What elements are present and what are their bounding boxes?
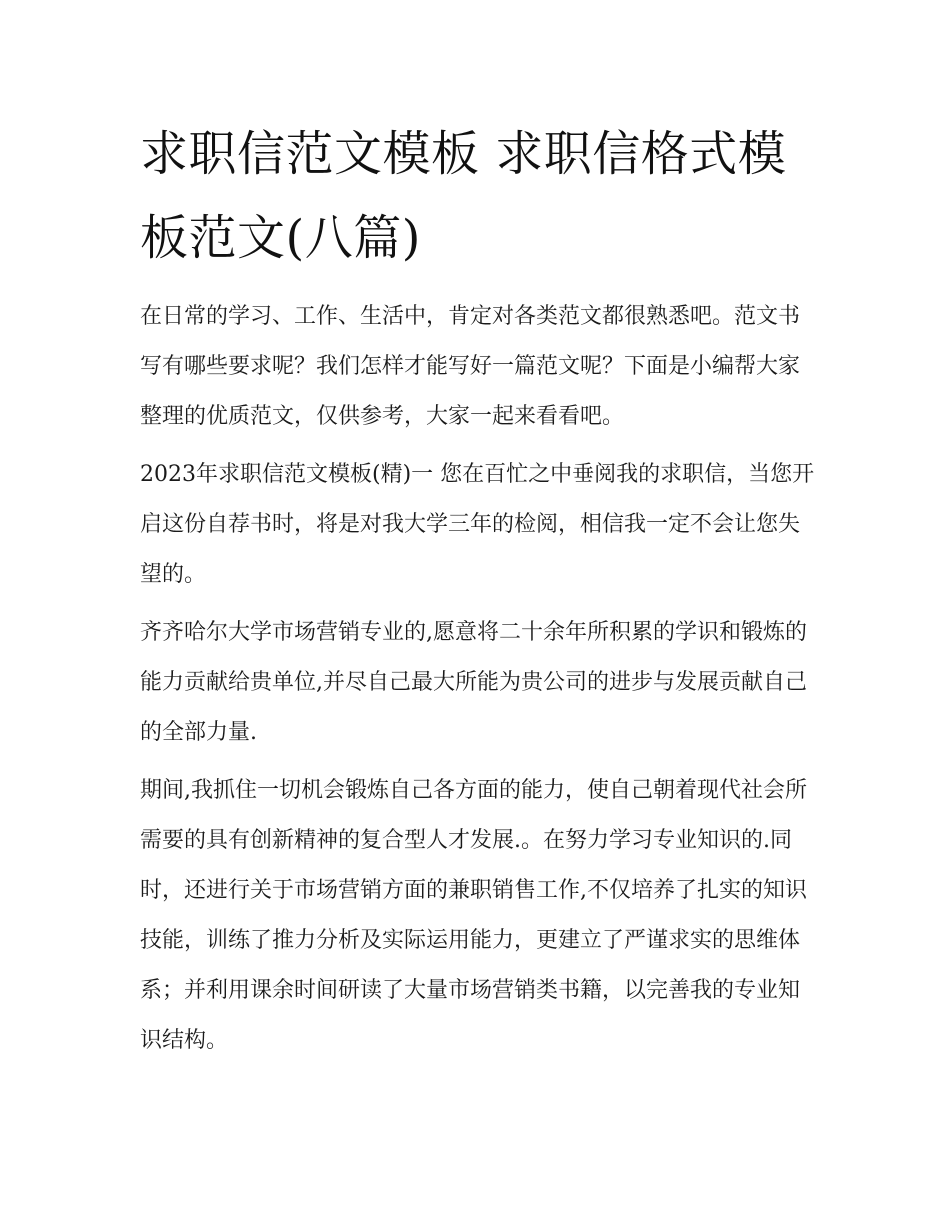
- document-page: [140, 112, 820, 1074]
- paragraph-experience: 期间,我抓住一切机会锻炼自己各方面的能力，使自己朝着现代社会所需要的具有创新精神的复合型人才发展.。在努力学习专业知识的.同时，还进行关于市场营销方面的兼职销售工作,不仅培养了扎实的知识技能，训练了推力分析及实际运用能力，更建立了严谨求实的思维体系；并利用课余时间研读了大量市场营销类书籍，以完善我的专业知识结构。: [140, 778, 807, 1053]
- paragraph-letter-opening: 2023年求职信范文模板(精)一 您在百忙之中垂阅我的求职信，当您开启这份自荐书时，将是对我大学三年的检阅，相信我一定不会让您失望的。: [140, 462, 815, 587]
- paragraph-intro: 在日常的学习、工作、生活中，肯定对各类范文都很熟悉吧。范文书写有哪些要求呢？我们怎样才能写好一篇范文呢？下面是小编帮大家整理的优质范文，仅供参考，大家一起来看看吧。: [140, 304, 801, 429]
- paragraph-background: 齐齐哈尔大学市场营销专业的,愿意将二十余年所积累的学识和锻炼的能力贡献给贵单位,并尽自己最大所能为贵公司的进步与发展贡献自己的全部力量.: [140, 620, 807, 745]
- document-title: 求职信范文模板 求职信格式模板范文(八篇): [140, 126, 787, 266]
